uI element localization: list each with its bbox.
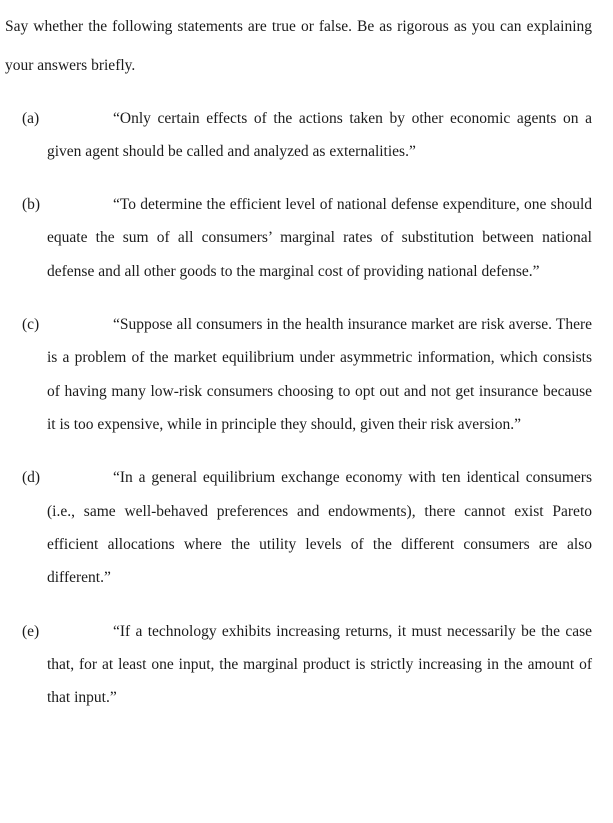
statement-item-a [22,102,592,169]
statement-label-e: (e) [22,622,40,640]
statement-label-c: (c) [22,316,40,334]
statement-text-e: “If a technology exhibits increasing returns, it must necessarily be the case that, for at least one input, the marginal product is strictly increasing in the amount of that input.” [47,622,592,707]
intro-paragraph: Say whether the following statements are true or false. Be as rigorous as you can explaining your answers briefly. [5,18,592,74]
statement-label-a: (a) [22,109,40,127]
statement-item-d [22,461,592,594]
statement-text-c: “Suppose all consumers in the health insurance market are risk averse. There is a problem of the market equilibrium under asymmetric information, which consists of having many low-risk consumers choosing to opt out and not get insurance because it is too expensive, while in principle they should, given their risk aversion.” [47,316,592,433]
statement-item-b [22,188,592,288]
statement-item-e [22,615,592,715]
statement-label-d: (d) [22,469,41,487]
statement-text-b: “To determine the efficient level of national defense expenditure, one should equate the sum of all consumers’ marginal rates of substitution between national defense and all other goods to the marginal cost of providing national defense.” [47,196,592,280]
statement-text-d: “In a general equilibrium exchange economy with ten identical consumers (i.e., same well-behaved preferences and endowments), there cannot exist Pareto efficient allocations where the utility levels of the different consumers are also different.” [47,469,592,587]
statement-item-c [22,308,592,441]
statement-text-a: “Only certain effects of the actions taken by other economic agents on a given agent should be called and analyzed as externalities.” [47,109,592,160]
statement-label-b: (b) [22,196,41,214]
